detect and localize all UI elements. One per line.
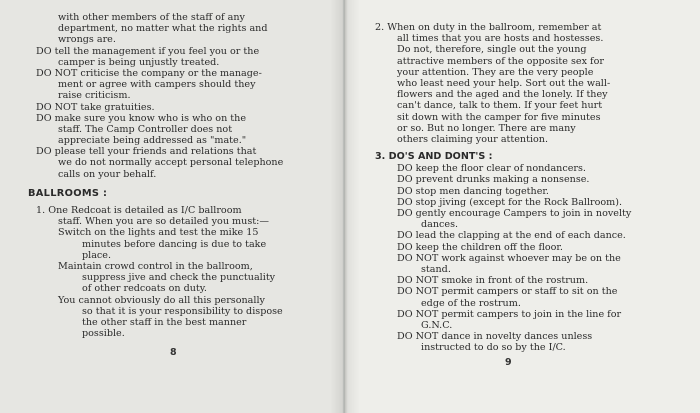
text-line: who least need your help. Sort out the wall- — [397, 77, 611, 89]
dos-list — [375, 163, 680, 353]
text-line: place. — [82, 249, 112, 261]
left-page — [0, 0, 343, 413]
rule-item — [36, 113, 321, 147]
page-number: 8 — [170, 347, 177, 358]
text-line: suppress jive and check the punctuality — [82, 272, 276, 284]
text-line: others claiming your attention. — [397, 133, 549, 145]
text-line: flowers and the aged and the lonely. If they — [397, 89, 608, 101]
text-line: DO tell the management if you feel you or the — [36, 45, 260, 57]
list-item: DO NOT smoke in front of the rostrum. — [397, 275, 589, 287]
list-item: DO gently encourage Campers to join in novelty — [397, 208, 632, 220]
text-line: possible. — [82, 328, 125, 340]
list-item-continued: dances. — [421, 219, 459, 231]
right-page — [345, 0, 700, 413]
ballroom-subitem — [36, 295, 321, 340]
list-item-continued: edge of the rostrum. — [421, 297, 521, 309]
list-item: DO NOT permit campers or staff to sit on the — [397, 286, 618, 298]
text-line: calls on your behalf. — [58, 168, 157, 180]
text-line: so that it is your responsibility to dispose — [82, 305, 283, 317]
left-page-text — [28, 12, 321, 340]
text-line: minutes before dancing is due to take — [82, 238, 267, 250]
page-number: 9 — [505, 357, 512, 368]
list-item: DO prevent drunks making a nonsense. — [397, 174, 590, 186]
rule-item — [36, 146, 321, 180]
text-line: Maintain crowd control in the ballroom, — [58, 260, 253, 272]
list-item: DO lead the clapping at the end of each dance. — [397, 230, 626, 242]
rule-item — [36, 46, 321, 68]
text-line: ment or agree with campers should they — [58, 79, 256, 91]
text-line: we do not normally accept personal telephone — [58, 157, 284, 169]
list-item: DO keep the floor clear of nondancers. — [397, 163, 586, 175]
list-item: DO NOT dance in novelty dances unless — [397, 331, 593, 343]
ballroom-subitem — [36, 261, 321, 295]
list-item: DO stop jiving (except for the Rock Ballroom). — [397, 196, 623, 208]
text-line: 1. One Redcoat is detailed as I/C ballroom — [36, 205, 242, 217]
ballroom-subitem — [36, 227, 321, 261]
list-item: DO stop men dancing together. — [397, 185, 549, 197]
list-item: DO NOT permit campers to join in the line for — [397, 308, 622, 320]
text-line: attractive members of the opposite sex for — [397, 55, 604, 67]
list-item-continued: G.N.C. — [421, 319, 453, 331]
text-line: all times that you are hosts and hostesses. — [397, 33, 604, 45]
text-line: DO NOT take gratuities. — [36, 101, 155, 113]
list-item-continued: stand. — [421, 263, 451, 275]
dos-and-donts-heading: 3. DO'S AND DONT'S : — [375, 151, 493, 163]
ballroom-item-2 — [375, 22, 680, 145]
text-line: department, no matter what the rights and — [58, 23, 268, 35]
list-item: DO keep the children off the floor. — [397, 241, 563, 253]
list-item-continued: instructed to do so by the I/C. — [421, 342, 566, 354]
text-line: 2. When on duty in the ballroom, remember at — [375, 22, 602, 33]
text-line: staff. The Camp Controller does not — [58, 123, 233, 135]
text-line: can't dance, talk to them. If your feet hurt — [397, 100, 603, 112]
text-line: Do not, therefore, single out the young — [397, 44, 587, 56]
text-line: You cannot obviously do all this personally — [58, 294, 265, 306]
list-item: DO NOT work against whoever may be on the — [397, 252, 621, 264]
ballrooms-heading: BALLROOMS : — [28, 187, 108, 199]
text-line: your attention. They are the very people — [397, 66, 594, 78]
text-line: camper is being unjustly treated. — [58, 56, 220, 68]
text-line: appreciate being addressed as "mate." — [58, 135, 247, 147]
text-line: or so. But no longer. There are many — [397, 122, 576, 134]
text-line: DO NOT criticise the company or the manage- — [36, 67, 262, 79]
rule-item — [36, 102, 321, 113]
right-page-text — [375, 22, 680, 353]
text-line: DO please tell your friends and relations that — [36, 146, 257, 158]
text-line: DO make sure you know who is who on the — [36, 112, 247, 124]
text-line: the other staff in the best manner — [82, 316, 247, 328]
text-line: staff. When you are so detailed you must:— — [58, 216, 269, 228]
text-line: Switch on the lights and test the mike 15 — [58, 227, 259, 239]
continued-paragraph — [36, 12, 321, 46]
rule-item — [36, 68, 321, 102]
text-line: of other redcoats on duty. — [82, 283, 207, 295]
text-line: with other members of the staff of any — [58, 12, 245, 23]
ballroom-item-1 — [36, 205, 321, 339]
text-line: sit down with the camper for five minutes — [397, 111, 601, 123]
text-line: wrongs are. — [58, 34, 116, 46]
text-line: raise criticism. — [58, 90, 131, 102]
